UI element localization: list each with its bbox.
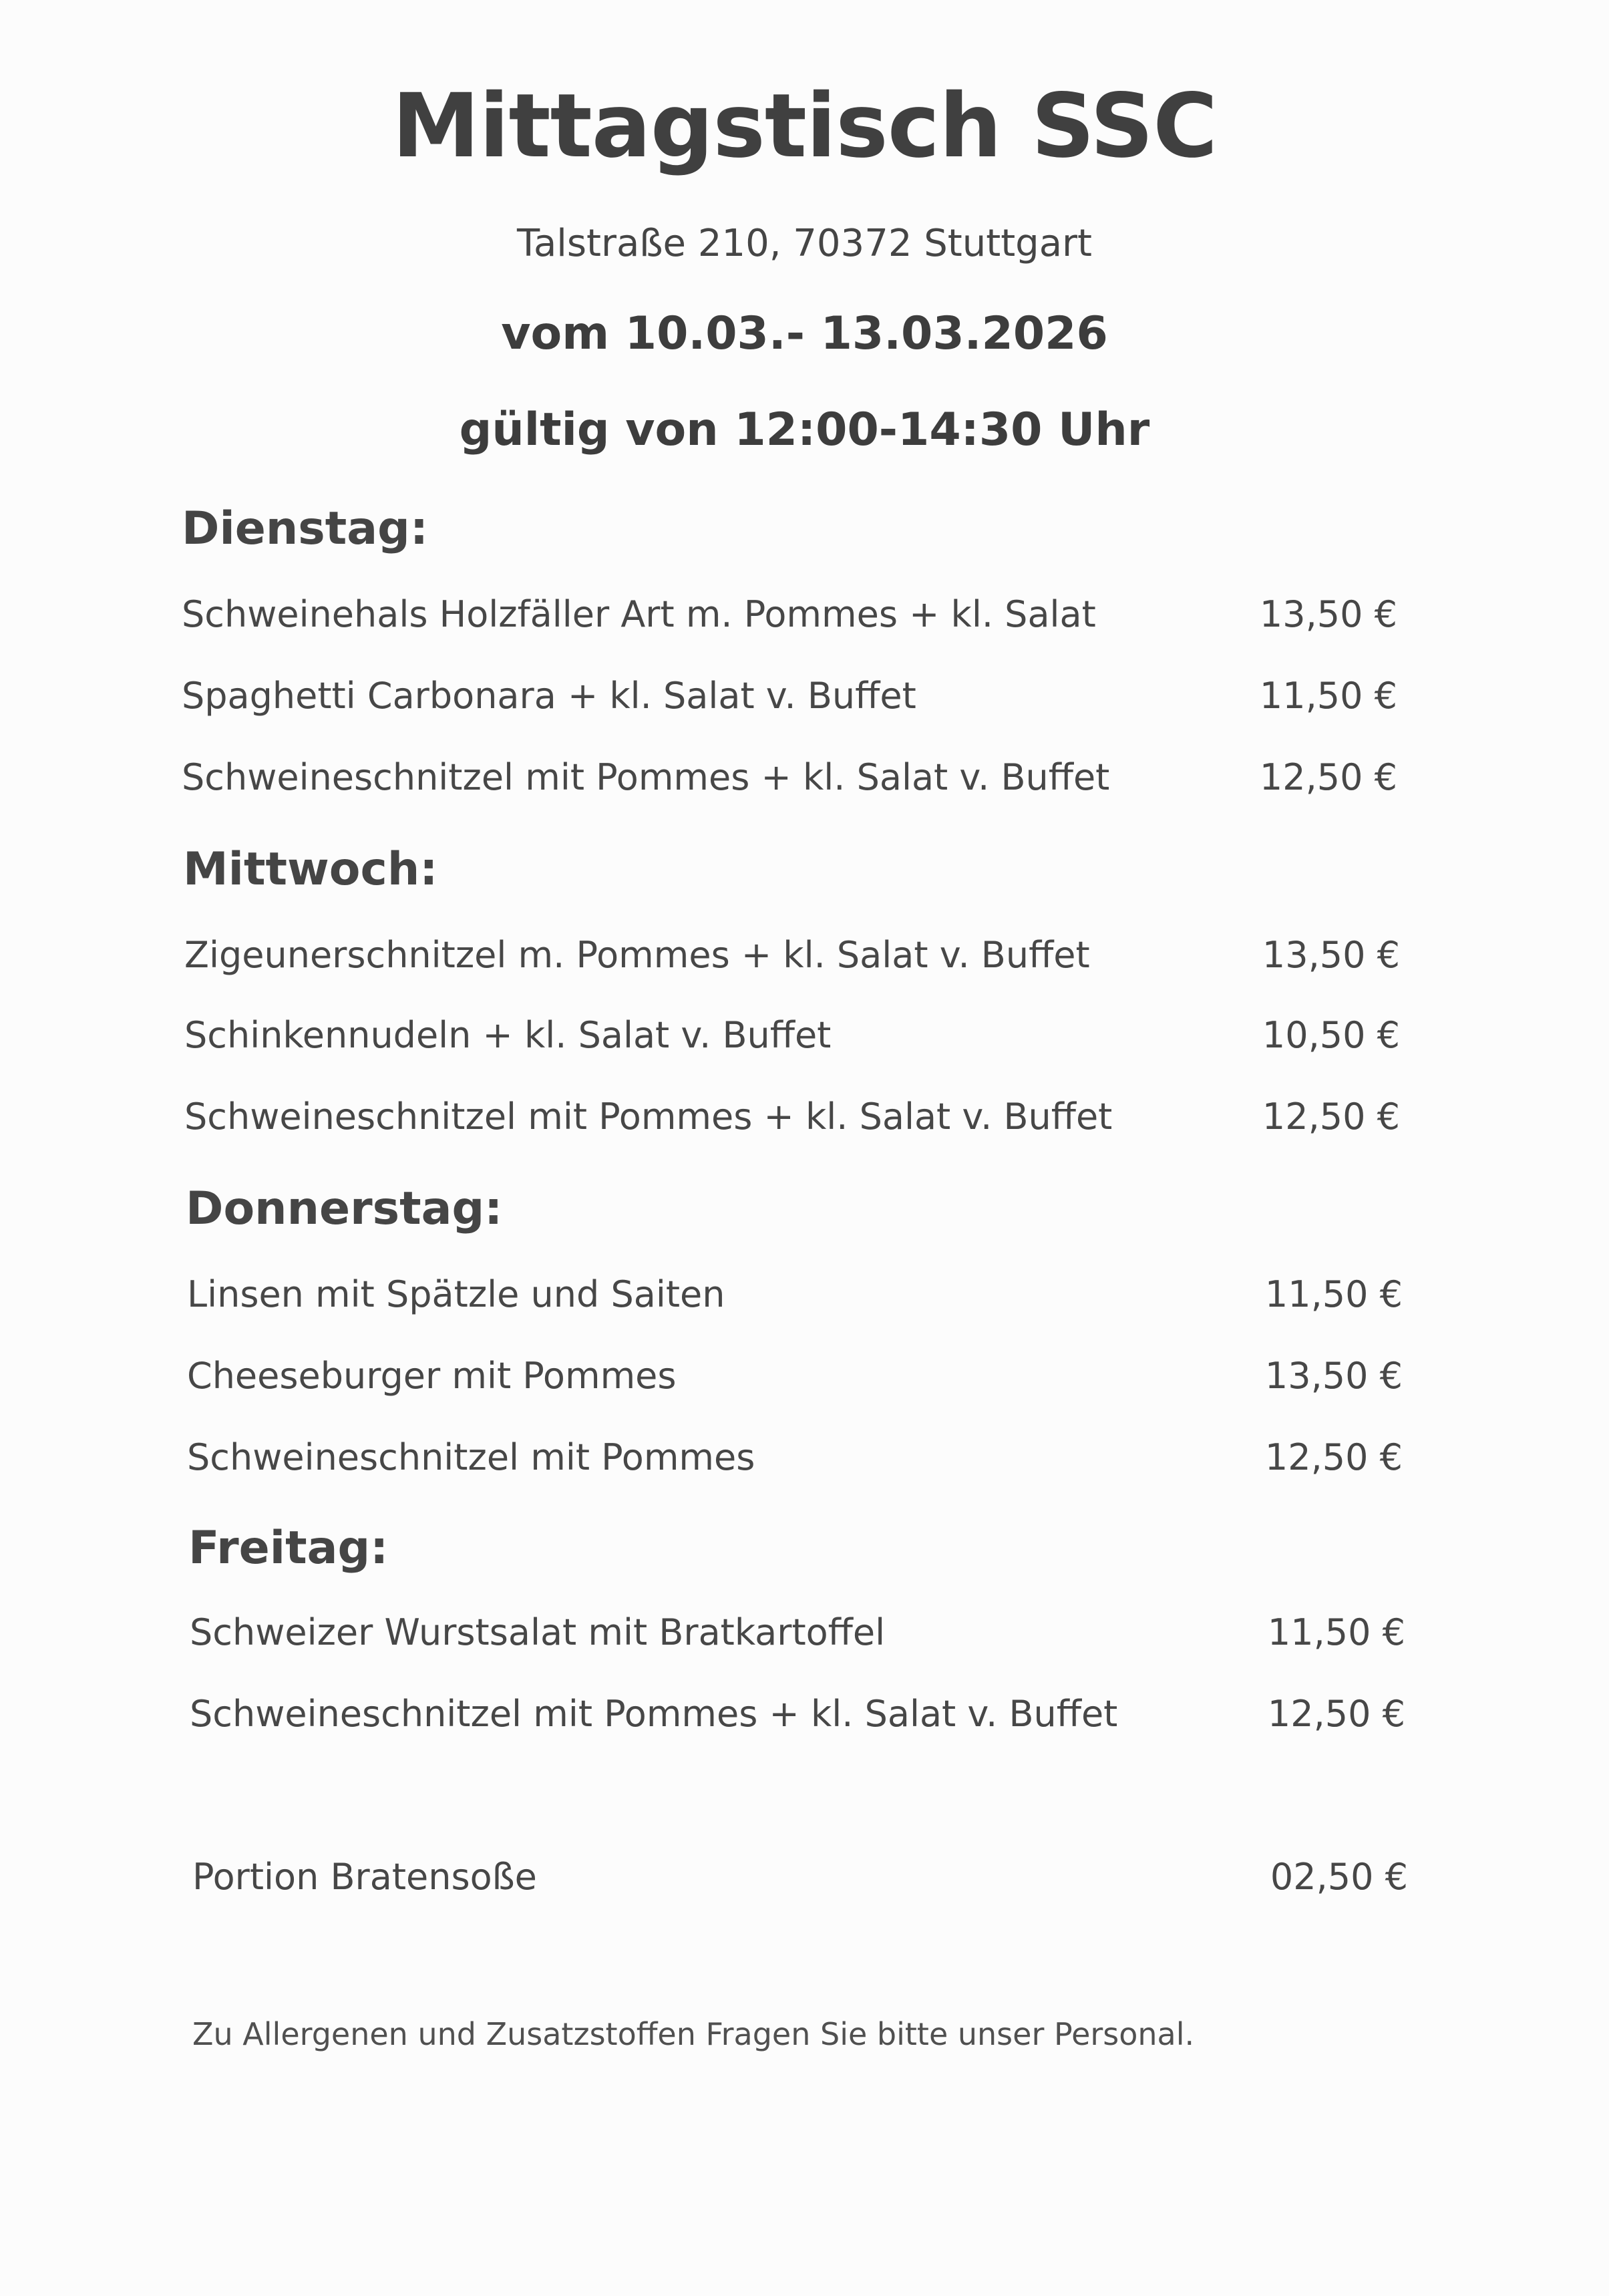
menu-item <box>187 1355 1403 1397</box>
day-heading-freitag: Freitag: <box>188 1522 389 1575</box>
dish-price: 10,50 € <box>1262 1014 1400 1056</box>
dish-price: 11,50 € <box>1267 1611 1405 1653</box>
dish-price: 12,50 € <box>1267 1693 1405 1735</box>
menu-item <box>184 1096 1400 1138</box>
dish-price: 13,50 € <box>1262 934 1400 976</box>
menu-item <box>182 675 1397 717</box>
dish-name: Portion Bratensoße <box>192 1856 537 1898</box>
day-heading-dienstag: Dienstag: <box>182 502 429 555</box>
menu-item <box>187 1273 1403 1315</box>
dish-price: 02,50 € <box>1270 1856 1408 1898</box>
allergen-note: Zu Allergenen und Zusatzstoffen Fragen Sie bitte unser Personal. <box>192 2016 1195 2052</box>
dish-price: 11,50 € <box>1264 1273 1403 1315</box>
menu-item <box>182 593 1397 635</box>
dish-name: Schweinehals Holzfäller Art m. Pommes + kl. Salat <box>182 593 1096 635</box>
dish-name: Schweizer Wurstsalat mit Bratkartoffel <box>190 1611 886 1653</box>
day-heading-donnerstag: Donnerstag: <box>186 1182 503 1235</box>
dish-name: Spaghetti Carbonara + kl. Salat v. Buffet <box>182 675 916 717</box>
valid-hours: gültig von 12:00-14:30 Uhr <box>459 403 1150 456</box>
dish-price: 11,50 € <box>1259 675 1397 717</box>
menu-item <box>187 1436 1403 1478</box>
page-title: Mittagstisch SSC <box>391 75 1218 178</box>
menu-item-extra <box>192 1856 1408 1898</box>
menu-item <box>184 1014 1400 1056</box>
dish-name: Cheeseburger mit Pommes <box>187 1355 677 1397</box>
dish-price: 13,50 € <box>1259 593 1397 635</box>
menu-item <box>190 1693 1405 1735</box>
menu-item <box>184 934 1400 976</box>
day-heading-mittwoch: Mittwoch: <box>183 843 438 896</box>
dish-name: Schweineschnitzel mit Pommes + kl. Salat v. Buffet <box>184 1096 1113 1138</box>
valid-period: vom 10.03.- 13.03.2026 <box>501 307 1108 360</box>
dish-name: Schweineschnitzel mit Pommes + kl. Salat v. Buffet <box>182 756 1110 798</box>
dish-price: 12,50 € <box>1259 756 1397 798</box>
dish-name: Zigeunerschnitzel m. Pommes + kl. Salat v. Buffet <box>184 934 1090 976</box>
address: Talstraße 210, 70372 Stuttgart <box>517 222 1092 265</box>
dish-price: 12,50 € <box>1264 1436 1403 1478</box>
dish-name: Linsen mit Spätzle und Saiten <box>187 1273 725 1315</box>
dish-price: 13,50 € <box>1264 1355 1403 1397</box>
dish-price: 12,50 € <box>1262 1096 1400 1138</box>
dish-name: Schweineschnitzel mit Pommes <box>187 1436 755 1478</box>
menu-item <box>182 756 1397 798</box>
menu-item <box>190 1611 1405 1653</box>
dish-name: Schweineschnitzel mit Pommes + kl. Salat v. Buffet <box>190 1693 1118 1735</box>
dish-name: Schinkennudeln + kl. Salat v. Buffet <box>184 1014 832 1056</box>
